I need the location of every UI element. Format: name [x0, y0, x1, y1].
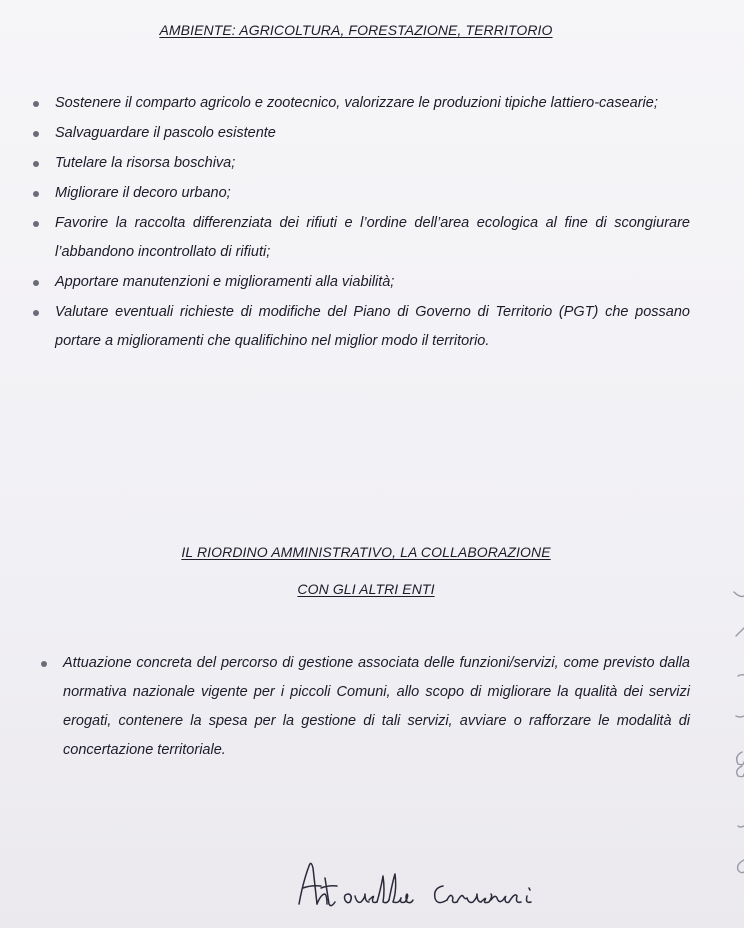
bullet-icon: [33, 221, 39, 227]
bullet-icon: [33, 191, 39, 197]
bullet-icon: [33, 131, 39, 137]
riordino-bullet-list: [63, 649, 690, 765]
signature-icon: [295, 852, 585, 922]
list-item: [55, 149, 690, 178]
list-item-text: Favorire la raccolta differenziata dei rifiuti e l’ordine dell’area ecologica al fine di scongiurare l’abbandono incontrollato di rifiuti;: [55, 215, 690, 260]
bullet-icon: [33, 161, 39, 167]
section-title-riordino-line2: CON GLI ALTRI ENTI: [297, 581, 435, 597]
ambiente-bullet-list: [55, 89, 690, 357]
list-item-text: Attuazione concreta del percorso di gestione associata delle funzioni/servizi, come previsto dalla normativa nazionale vigente per i piccoli Comuni, allo scopo di migliorare la qualità dei servizi erogati, contenere la spesa per la gestione di tali servizi, avviare o rafforzare le modalità di concertazione territoriale.: [63, 655, 690, 758]
section-title-ambiente: AMBIENTE: AGRICOLTURA, FORESTAZIONE, TERRITORIO: [159, 22, 553, 38]
list-item: [55, 268, 690, 297]
list-item-text: Migliorare il decoro urbano;: [55, 185, 231, 201]
list-item-text: Tutelare la risorsa boschiva;: [55, 155, 236, 171]
bullet-icon: [41, 661, 47, 667]
bullet-icon: [33, 280, 39, 286]
list-item: [55, 179, 690, 208]
bullet-icon: [33, 310, 39, 316]
list-item: [55, 89, 690, 118]
list-item: [55, 209, 690, 267]
list-item: [55, 298, 690, 356]
section-title-riordino-line1: IL RIORDINO AMMINISTRATIVO, LA COLLABORAZIONE: [181, 544, 551, 560]
list-item-text: Salvaguardare il pascolo esistente: [55, 125, 276, 141]
list-item-text: Sostenere il comparto agricolo e zootecnico, valorizzare le produzioni tipiche lattiero-casearie;: [55, 95, 658, 111]
handwritten-signature: [295, 852, 585, 922]
margin-bleedthrough-marks: [714, 580, 744, 900]
list-item: [55, 119, 690, 148]
list-item: [63, 649, 690, 765]
list-item-text: Valutare eventuali richieste di modifiche del Piano di Governo di Territorio (PGT) che possano portare a miglioramenti che qualifichino nel miglior modo il territorio.: [55, 304, 690, 349]
bullet-icon: [33, 101, 39, 107]
list-item-text: Apportare manutenzioni e miglioramenti alla viabilità;: [55, 274, 395, 290]
